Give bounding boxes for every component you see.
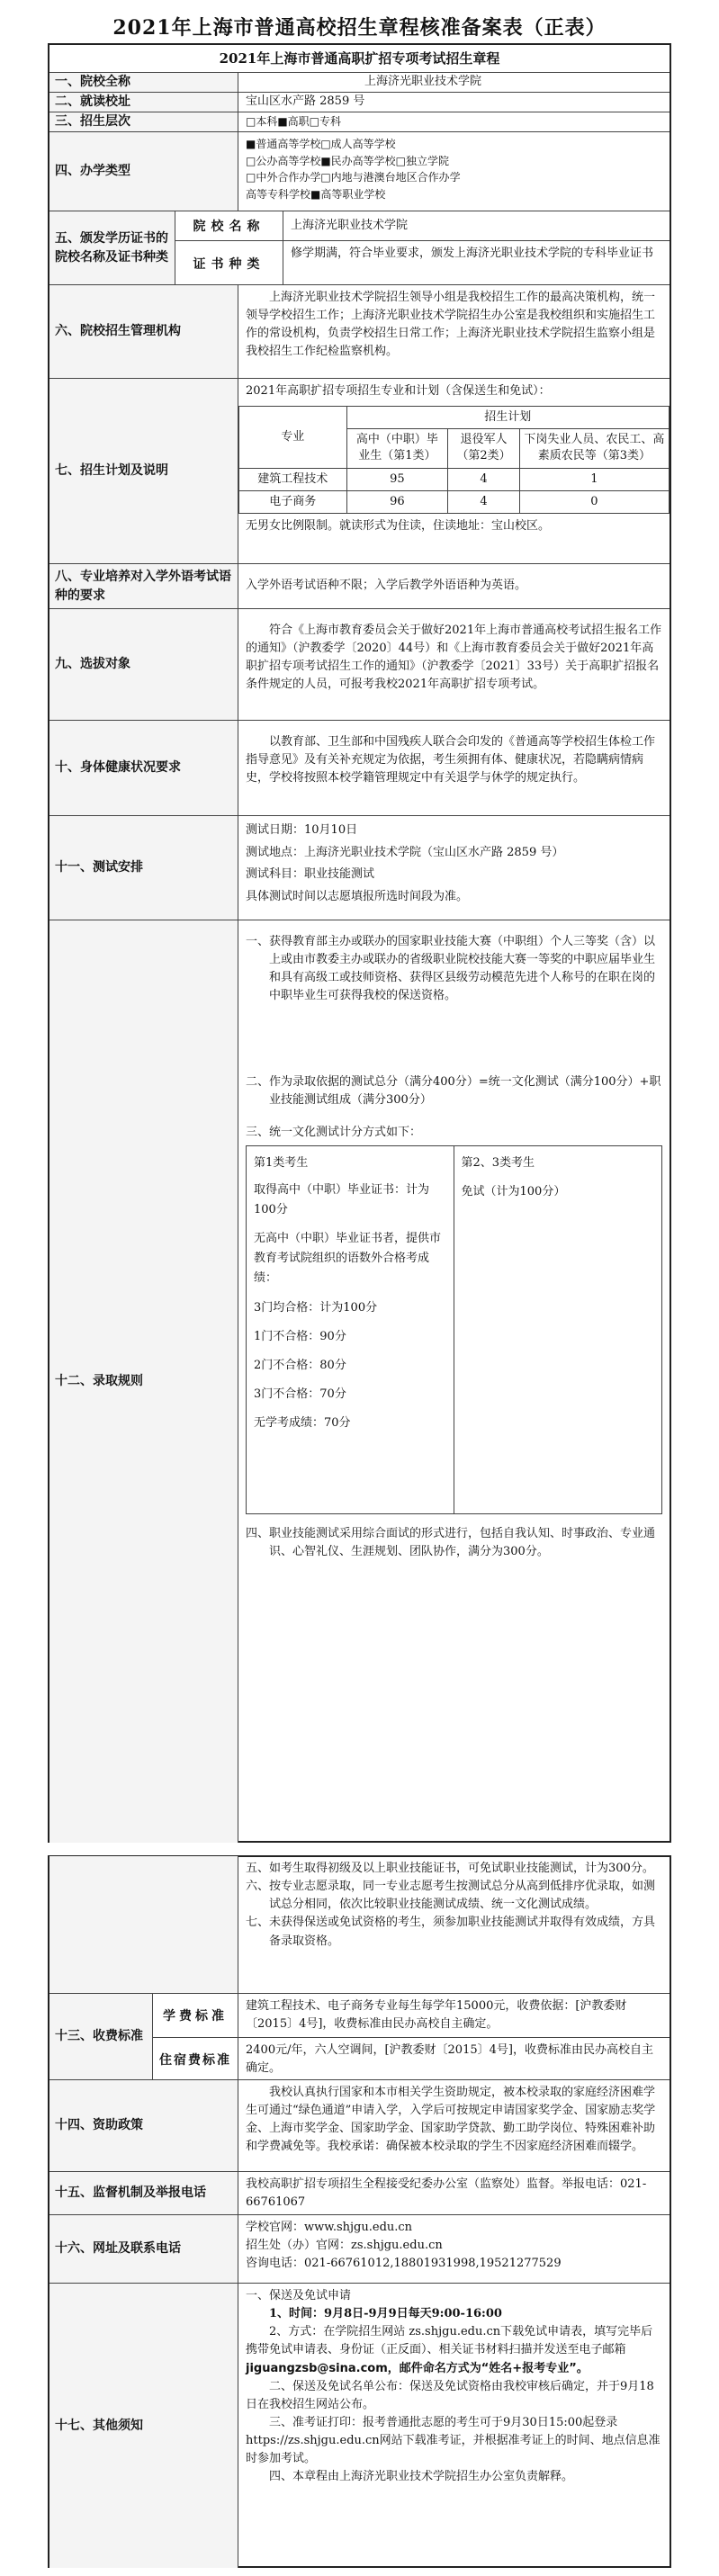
admission-website: 招生处（办）官网：zs.shjgu.edu.cn [246, 2239, 443, 2253]
form-sheet-upper [48, 43, 671, 1843]
value-admission-rules-cont [238, 1856, 670, 1993]
rule-2: 二、作为录取依据的测试总分（满分400分）=统一文化测试（满分100分）+职业技能测试组成（满分300分） [246, 1075, 661, 1108]
row-enrollment-plan [49, 378, 670, 563]
label-language: 八、专业培养对入学外语考试语种的要求 [49, 564, 238, 608]
row-health [49, 720, 670, 815]
label-school-type: 四、办学类型 [49, 132, 238, 211]
plan-col-a: 高中（中职）毕业生（第1类） [346, 429, 448, 468]
row-school-name [49, 72, 670, 92]
label-financial-aid: 十四、资助政策 [49, 2080, 238, 2171]
row-candidates [49, 608, 670, 720]
test-date: 测试日期：10月10日 [246, 823, 358, 837]
value-school-type [238, 132, 670, 211]
notes-line: 四、本章程由上海济光职业技术学院招生办公室负责解释。 [269, 2470, 574, 2484]
rule-7: 七、未获得保送或免试资格的考生，须参加职业技能测试并取得有效成绩，方具备录取资格。 [246, 1916, 656, 1948]
plan-major: 建筑工程技术 [239, 468, 347, 490]
subvalue-dorm: 2400元/年，六人空调间，[沪教委财〔2015〕4号]，收费标准由民办高校自主确定。 [246, 2043, 653, 2076]
rule-4: 四、职业技能测试采用综合面试的形式进行，包括自我认知、时事政治、专业通识、心智礼仪、生涯规划、团队协作，满分为300分。 [246, 1527, 656, 1559]
test-detail: 具体测试时间以志愿填报所选时间段为准。 [246, 890, 469, 904]
plan-count-c: 0 [519, 490, 669, 513]
plan-count-a: 96 [346, 490, 448, 513]
rule-3: 三、统一文化测试计分方式如下： [246, 1126, 422, 1139]
label-fees: 十三、收费标准 [49, 1994, 153, 2079]
test-subject: 测试科目：职业技能测试 [246, 867, 375, 882]
value-admission-office: 上海济光职业技术学院招生领导小组是我校招生工作的最高决策机构，统一领导学校招生工作；上海济光职业技术学院招生办公室是我校组织和实施招生工作的常设机构，负责学校招生日常工作；上海济光职业技术学院招生监察小组是我校招生工作纪检监察机构。 [246, 291, 656, 359]
row-test-arrangement [49, 815, 670, 920]
label-admission-rules: 十二、录取规则 [49, 920, 238, 1843]
notes-time: 1、时间：9月8日-9月9日每天9:00-16:00 [269, 2307, 502, 2321]
school-type-line: □公办高等学校■民办高等学校□独立学院 [246, 154, 450, 167]
label-enrollment-plan: 七、招生计划及说明 [49, 379, 238, 563]
value-financial-aid: 我校认真执行国家和本市相关学生资助规定，被本校录取的家庭经济困难学生可通过“绿色通道”申请入学，入学后可按规定申请国家奖学金、国家励志奖学金、上海市奖学金、国家助学金、国家助学贷款、勤工助学岗位、特殊困难补助和学费减免等。我校承诺：确保被本校录取的学生不因家庭经济困难而辍学。 [246, 2086, 656, 2154]
plan-count-a: 95 [346, 468, 448, 490]
value-admission-rules [238, 920, 670, 1843]
label-certificate: 五、颁发学历证书的院校名称及证书种类 [49, 211, 175, 284]
score-rule-line: 1门不合格：90分 [254, 1329, 346, 1343]
subrow-tuition [153, 1993, 670, 2037]
label-supervision: 十五、监督机制及举报电话 [49, 2172, 238, 2214]
score-rule-line: 无学考成绩：70分 [254, 1415, 351, 1430]
form-subtitle: 2021年上海市普通高职扩招专项考试招生章程 [49, 45, 670, 73]
value-test-arrangement [238, 816, 670, 920]
row-school-type [49, 131, 670, 211]
score-rule-line: 取得高中（中职）毕业证书：计为100分 [254, 1183, 430, 1217]
score-rule-line: 3门不合格：70分 [254, 1387, 346, 1401]
score-rule-line: 2门不合格：80分 [254, 1358, 346, 1372]
notes-email: jiguangzsb@sina.com，邮件命名方式为“姓名+报考专业”。 [246, 2361, 589, 2375]
value-contact [238, 2215, 670, 2283]
notes-line: 二、保送及免试名单公布：保送及免试资格由我校审核后确定，并于9月18日在我校招生网站公布。 [246, 2379, 654, 2411]
sublabel-cert-type: 证书种类 [175, 241, 283, 285]
row-admission-rules-cont [49, 1856, 670, 1993]
school-type-line: □中外合作办学□内地与港澳台地区合作办学 [246, 171, 461, 184]
row-admission-office [49, 284, 670, 378]
row-contact [49, 2214, 670, 2283]
subrow-cert-type [175, 240, 670, 285]
row-language [49, 563, 670, 608]
plan-count-c: 1 [519, 468, 669, 490]
contact-phone: 咨询电话：021-66761012,18801931998,19521277529 [246, 2257, 562, 2271]
subvalue-cert-school: 上海济光职业技术学院 [291, 218, 409, 232]
value-level: □本科■高职□专科 [246, 115, 342, 129]
value-supervision: 我校高职扩招专项招生全程接受纪委办公室（监察处）监督。举报电话：021-66761067 [246, 2177, 647, 2210]
label-candidates: 九、选拔对象 [49, 609, 238, 720]
plan-header: 招生计划 [346, 407, 670, 429]
notes-line: 三、准考证打印：报考普通批志愿的考生可于9月30日15:00起登录https://zs.shjgu.edu.cn网站下载准考证，并根据准考证上的时间、地点信息准时参加考试。 [246, 2415, 661, 2466]
row-certificate [49, 211, 670, 284]
plan-col-c: 下岗失业人员、农民工、高素质农民等（第3类） [519, 429, 669, 468]
score-right-rule: 免试（计为100分） [461, 1185, 566, 1199]
rule-1: 一、获得教育部主办或联办的国家职业技能大赛（中职组）个人三等奖（含）以上或由市教委主办或联办的省级职业院校技能大赛一等奖的中职应届毕业生和具有高级工或技师资格、获得区县级劳动模范先进个人称号的在职在岗的中职毕业生可获得我校的保送资格。 [246, 935, 656, 1003]
form-sheet-lower [48, 1855, 671, 2568]
plan-count-b: 4 [448, 468, 519, 490]
school-type-line: 高等专科学校■高等职业学校 [246, 187, 386, 201]
score-rule-line: 无高中（中职）毕业证书者，提供市教育考试院组织的语数外合格考成绩： [254, 1232, 442, 1286]
subrow-school-cert-name [175, 211, 670, 240]
score-right-title: 第2、3类考生 [461, 1156, 535, 1170]
score-left-title: 第1类考生 [254, 1156, 309, 1170]
sublabel-dorm: 住宿费标准 [153, 2038, 238, 2080]
row-admission-rules [49, 920, 670, 1843]
notes-line: 一、保送及免试申请 [246, 2289, 352, 2302]
subvalue-cert-type: 修学期满，符合毕业要求，颁发上海济光职业技术学院的专科毕业证书 [291, 247, 654, 260]
label-admission-rules-cont [49, 1856, 238, 1993]
plan-col-b: 退役军人（第2类） [448, 429, 519, 468]
sublabel-tuition: 学费标准 [153, 1994, 238, 2037]
plan-count-b: 4 [448, 490, 519, 513]
rule-5: 五、如考生取得初级及以上职业技能证书，可免试职业技能测试，计为300分。 [246, 1862, 654, 1875]
value-school-name: 上海济光职业技术学院 [364, 75, 482, 89]
row-financial-aid [49, 2079, 670, 2171]
label-test-arrangement: 十一、测试安排 [49, 816, 238, 920]
subvalue-tuition: 建筑工程技术、电子商务专业每生每学年15000元，收费依据：[沪教委财〔2015〕4号]，收费标准由民办高校自主确定。 [246, 1999, 627, 2032]
label-school-address: 二、就读校址 [49, 93, 238, 112]
rule-6: 六、按专业志愿录取，同一专业志愿考生按测试总分从高到低排序优录取，如测试总分相同，依次比较职业技能测试成绩、统一文化测试成绩。 [246, 1880, 656, 1912]
label-admission-office: 六、院校招生管理机构 [49, 285, 238, 378]
value-candidates: 符合《上海市教育委员会关于做好2021年上海市普通高校考试招生报名工作的通知》（沪教委学〔2020〕44号）和《上海市教育委员会关于做好2021年高职扩招专项考试招生工作的通知》（沪教委学〔2021〕33号）关于高职扩招报名条件规定的人员，可报考我校2021年高职扩招专项考试。 [246, 624, 662, 692]
value-enrollment-plan [238, 379, 670, 563]
notes-line: 2、方式：在学院招生网站 zs.shjgu.edu.cn下载免试申请表，填写完毕后携带免试申请表、身份证（正反面）、相关证书材料扫描并发送至电子邮箱 [246, 2325, 653, 2357]
label-notes: 十七、其他须知 [49, 2284, 238, 2568]
row-fees [49, 1993, 670, 2079]
document-title: 2021年上海市普通高校招生章程核准备案表（正表） [112, 16, 607, 40]
label-school-name: 一、院校全称 [49, 73, 238, 92]
plan-intro: 2021年高职扩招专项招生专业和计划（含保送生和免试）： [246, 384, 551, 398]
value-language: 入学外语考试语种不限；入学后教学外语语种为英语。 [246, 579, 527, 593]
row-level [49, 112, 670, 131]
sublabel-cert-school: 院校名称 [175, 211, 283, 240]
value-health: 以教育部、卫生部和中国残疾人联合会印发的《普通高等学校招生体检工作指导意见》及有关补充规定为依据，考生须拥有体、健康状况，若隐瞒病情病史，学校将按照本校学籍管理规定中有关退学与休学的规定执行。 [246, 735, 656, 785]
plan-major: 电子商务 [239, 490, 347, 513]
value-notes [238, 2284, 670, 2568]
row-notes [49, 2283, 670, 2568]
label-health: 十、身体健康状况要求 [49, 721, 238, 815]
score-left-col [247, 1146, 454, 1513]
score-rule-line: 3门均合格：计为100分 [254, 1300, 378, 1315]
label-contact: 十六、网址及联系电话 [49, 2215, 238, 2283]
school-website: 学校官网：www.shjgu.edu.cn [246, 2221, 413, 2234]
plan-table [238, 406, 670, 514]
plan-col-major: 专业 [239, 407, 347, 469]
label-level: 三、招生层次 [49, 112, 238, 131]
row-supervision [49, 2171, 670, 2214]
score-right-col [454, 1146, 662, 1209]
school-type-line: ■普通高等学校□成人高等学校 [246, 138, 396, 150]
row-school-address [49, 92, 670, 112]
test-place: 测试地点：上海济光职业技术学院（宝山区水产路 2859 号） [246, 845, 564, 859]
subrow-dorm [153, 2037, 670, 2080]
value-school-address: 宝山区水产路 2859 号 [246, 94, 365, 109]
plan-note: 无男女比例限制。就读形式为住读，住读地址：宝山校区。 [246, 518, 551, 533]
culture-score-table [246, 1145, 662, 1514]
